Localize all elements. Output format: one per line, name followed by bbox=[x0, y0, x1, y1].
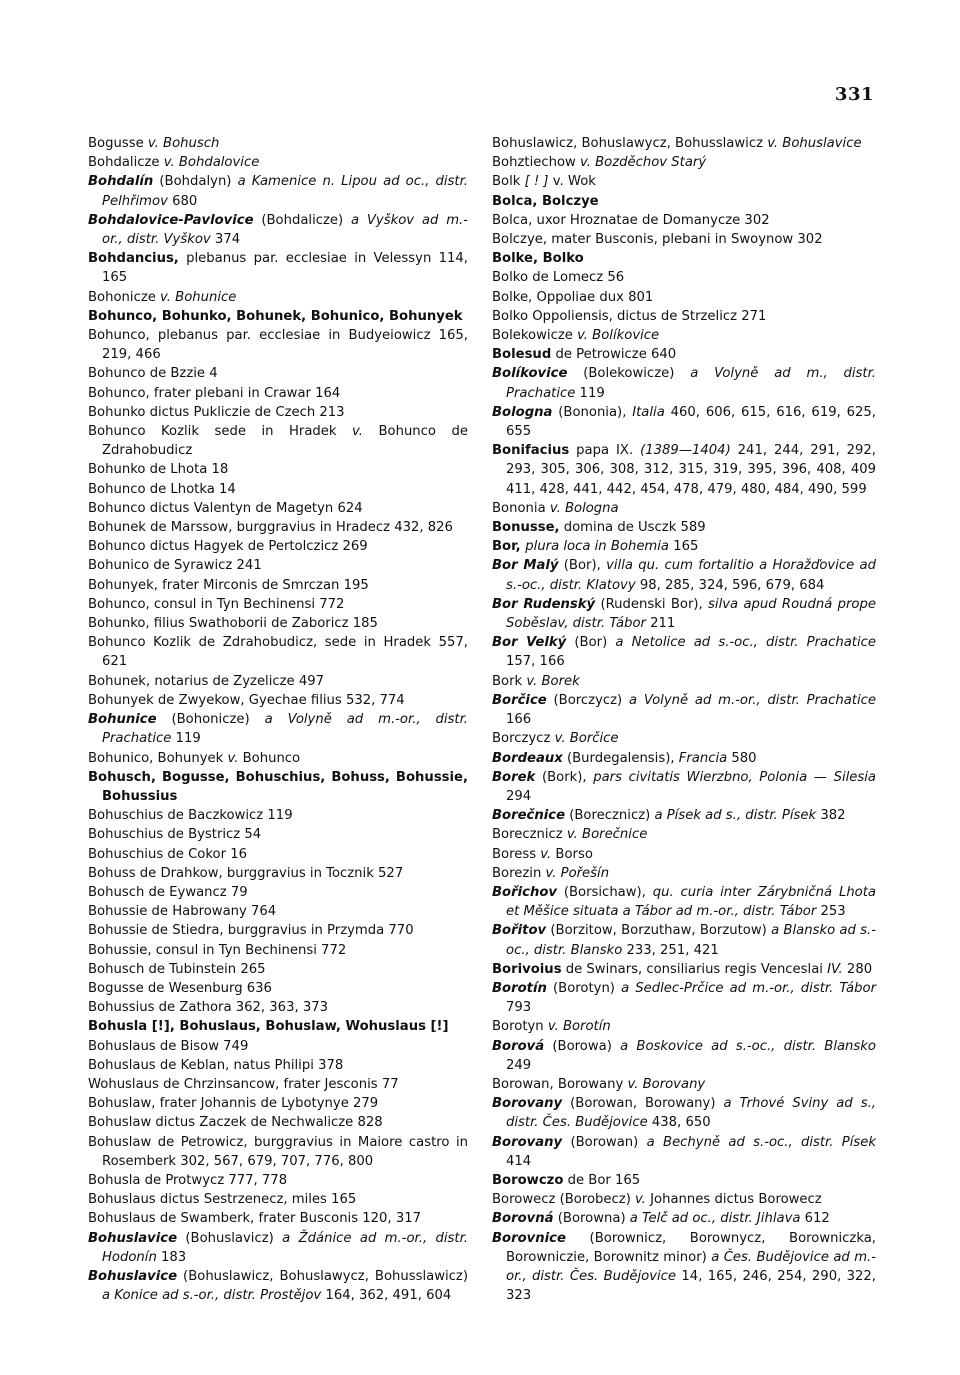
entry-text: Bohztiechow bbox=[492, 155, 580, 171]
entry-text: Bohuslaw dictus Zaczek de Nechwalicze 828 bbox=[88, 1115, 383, 1131]
entry-text: 414 bbox=[506, 1153, 532, 1169]
index-entry bbox=[492, 825, 876, 844]
entry-text: Bolk bbox=[492, 174, 525, 190]
entry-text: Bohdalicze bbox=[88, 155, 164, 171]
entry-text: domina de Usczk 589 bbox=[559, 520, 706, 536]
index-entry bbox=[88, 691, 468, 710]
entry-term: Borowczo bbox=[492, 1172, 564, 1188]
entry-text: 382 bbox=[816, 808, 846, 824]
index-entry bbox=[88, 518, 468, 537]
entry-text: Bohunyek, frater Mirconis de Smrczan 195 bbox=[88, 577, 369, 593]
entry-text: 249 bbox=[506, 1057, 532, 1073]
entry-text: Bohunko, filius Swathoborii de Zaboricz 185 bbox=[88, 616, 378, 632]
entry-text: 98, 285, 324, 596, 679, 684 bbox=[635, 577, 825, 593]
entry-text: Bogusse de Wesenburg 636 bbox=[88, 980, 272, 996]
entry-term: Italia bbox=[632, 404, 665, 420]
entry-term: Bor Rudenský bbox=[492, 596, 596, 612]
entry-term: Bolca, Bolczye bbox=[492, 193, 599, 209]
entry-text: 233, 251, 421 bbox=[622, 942, 719, 958]
index-entry bbox=[88, 153, 468, 172]
entry-text: Bolca, uxor Hroznatae de Domanycze 302 bbox=[492, 212, 770, 228]
entry-text: Bohunco Kozlik de Zdrahobudicz, sede in Hradek 557, 621 bbox=[88, 635, 468, 670]
entry-text: Borowecz (Borobecz) bbox=[492, 1192, 636, 1208]
entry-text: Bohussie, consul in Tyn Bechinensi 772 bbox=[88, 942, 347, 958]
entry-term: a Písek ad s., distr. Písek bbox=[654, 808, 817, 824]
entry-term: a Boskovice ad s.-oc., distr. Blansko bbox=[620, 1038, 876, 1054]
index-column-left bbox=[88, 134, 468, 1305]
index-entry bbox=[88, 921, 468, 940]
entry-text: 294 bbox=[506, 788, 532, 804]
index-entry bbox=[492, 864, 876, 883]
index-entry bbox=[492, 883, 876, 921]
entry-term: a Kamenice n. Lipou ad oc., distr. Pelhřimov bbox=[102, 174, 468, 209]
entry-term: v. Borčice bbox=[554, 731, 619, 747]
entry-text: Borotyn bbox=[492, 1019, 548, 1035]
entry-term: villa qu. cum fortalitio a Horažďovice ad s.-oc., distr. Klatovy bbox=[506, 558, 876, 593]
index-entry bbox=[492, 345, 876, 364]
entry-text: Borso bbox=[551, 846, 593, 862]
index-entry bbox=[88, 537, 468, 556]
entry-text: Bohunek de Marssow, burggravius in Hradecz 432, 826 bbox=[88, 520, 453, 536]
entry-text: 793 bbox=[506, 1000, 532, 1016]
entry-text: 241, 244, 291, 292, 293, 305, 306, 308, 312, 315, 319, 395, 396, 408, 409 411, 428, 441, 442, 454, 478, 479, 480, 484, 490, 599 bbox=[506, 443, 876, 497]
entry-term: v. bbox=[227, 750, 239, 766]
index-entry bbox=[492, 1094, 876, 1132]
entry-text: 280 bbox=[842, 961, 873, 977]
index-entry bbox=[88, 326, 468, 364]
entry-text: 460, 606, 615, 616, 619, 625, 655 bbox=[506, 404, 876, 440]
entry-text: 166 bbox=[506, 712, 532, 728]
index-entry bbox=[492, 249, 876, 268]
entry-text: Bohunco dictus Hagyek de Pertolczicz 269 bbox=[88, 539, 368, 555]
entry-text: (Bohonicze) bbox=[156, 712, 265, 728]
entry-text: Bohuschius de Baczkowicz 119 bbox=[88, 808, 293, 824]
index-entry bbox=[88, 1075, 468, 1094]
index-entry bbox=[88, 1209, 468, 1228]
index-entry bbox=[88, 633, 468, 671]
entry-text: Bogusse bbox=[88, 136, 148, 151]
index-entry bbox=[492, 307, 876, 326]
entry-text: Bohunek, notarius de Zyzelicze 497 bbox=[88, 673, 325, 689]
entry-text: Bohonicze bbox=[88, 289, 161, 305]
index-entry bbox=[88, 1056, 468, 1075]
entry-text: 119 bbox=[575, 385, 605, 401]
index-entry bbox=[88, 979, 468, 998]
index-entry bbox=[492, 845, 876, 864]
entry-text: Bohuslaus de Keblan, natus Philipi 378 bbox=[88, 1057, 344, 1073]
index-entry bbox=[88, 825, 468, 844]
entry-text: (Burdegalensis), bbox=[562, 750, 679, 766]
entry-text: (Bor), bbox=[558, 558, 607, 574]
entry-term: a Volyně ad m.-or., distr. Prachatice bbox=[102, 712, 468, 747]
entry-term: v. Bolíkovice bbox=[577, 328, 660, 344]
entry-text: Bohuslaw de Petrowicz, burggravius in Maiore castro in Rosemberk 302, 567, 679, 707, 776, 800 bbox=[88, 1134, 468, 1169]
entry-term: a Bechyně ad s.-oc., distr. Písek bbox=[646, 1134, 877, 1150]
index-entry bbox=[88, 806, 468, 825]
entry-text: Bolczye, mater Busconis, plebani in Swoynow 302 bbox=[492, 232, 823, 248]
index-entry bbox=[88, 288, 468, 307]
index-entry bbox=[88, 960, 468, 979]
entry-text: papa IX. bbox=[569, 443, 641, 459]
entry-text: (Borownicz, Borownycz, Borowniczka, Borowniczie, Borownitz minor) bbox=[506, 1230, 876, 1265]
index-entry bbox=[88, 998, 468, 1017]
entry-text: Bohunco, plebanus par. ecclesiae in Budyeiowicz 165, 219, 466 bbox=[88, 328, 468, 363]
entry-text: Bohuslaus de Swamberk, frater Busconis 120, 317 bbox=[88, 1211, 422, 1227]
entry-text: Bolke, Oppoliae dux 801 bbox=[492, 289, 654, 305]
entry-text: Bohunico de Syrawicz 241 bbox=[88, 558, 262, 574]
index-entry bbox=[492, 364, 876, 402]
entry-text: 119 bbox=[171, 731, 201, 747]
index-entry bbox=[88, 941, 468, 960]
entry-term: Borečnice bbox=[492, 808, 566, 824]
index-entry bbox=[492, 960, 876, 979]
index-entry bbox=[88, 1190, 468, 1209]
entry-term: Borovany bbox=[492, 1134, 563, 1150]
entry-text: (Bohuslawicz, Bohuslawycz, Bohusslawicz) bbox=[177, 1268, 468, 1284]
entry-term: Borovnice bbox=[492, 1230, 566, 1246]
entry-text: 14, 165, 246, 254, 290, 322, 323 bbox=[506, 1268, 876, 1304]
index-entry bbox=[88, 364, 468, 383]
entry-text: Bohuslaw, frater Johannis de Lybotynye 279 bbox=[88, 1096, 379, 1112]
index-entry bbox=[88, 403, 468, 422]
entry-text: (Borsichaw), bbox=[557, 884, 653, 900]
entry-text: Bohuschius de Bystricz 54 bbox=[88, 827, 262, 843]
index-entry bbox=[492, 749, 876, 768]
entry-text: (Borowan, Borowany) bbox=[562, 1096, 724, 1112]
entry-text: (Borowan) bbox=[562, 1134, 647, 1150]
entry-term: Bohdancius, bbox=[88, 251, 179, 267]
index-entry bbox=[88, 768, 468, 806]
entry-text: 211 bbox=[645, 616, 676, 632]
entry-text: Bohunco dictus Valentyn de Magetyn 624 bbox=[88, 500, 363, 516]
index-entry bbox=[88, 1267, 468, 1305]
entry-text: Bohuslaus de Bisow 749 bbox=[88, 1038, 249, 1054]
entry-term: a Telč ad oc., distr. Jihlava bbox=[629, 1211, 801, 1227]
entry-term: v. Pořešín bbox=[545, 865, 610, 881]
index-entry bbox=[492, 1190, 876, 1209]
index-entry bbox=[492, 499, 876, 518]
index-entry bbox=[88, 1229, 468, 1267]
index-entry bbox=[88, 480, 468, 499]
entry-text: Bohunko de Lhota 18 bbox=[88, 462, 229, 478]
entry-text: Borecznicz bbox=[492, 827, 567, 843]
entry-term: Bohdalín bbox=[88, 174, 154, 190]
entry-term: Bohunice bbox=[88, 712, 157, 728]
index-entry bbox=[492, 403, 876, 441]
entry-term: a Čes. Budějovice ad m.-or., distr. Čes. Budějovice bbox=[506, 1249, 876, 1284]
entry-term: a Konice ad s.-or., distr. Prostějov bbox=[102, 1288, 322, 1304]
entry-text: Borowan, Borowany bbox=[492, 1076, 628, 1092]
entry-term: Borek bbox=[492, 769, 536, 785]
entry-text: Bohunyek de Zwyekow, Gyechae filius 532, 774 bbox=[88, 692, 405, 708]
entry-term: Bohuslavice bbox=[88, 1268, 178, 1284]
index-entry bbox=[88, 384, 468, 403]
page-number: 331 bbox=[834, 84, 874, 105]
entry-text: Bohuss de Drahkow, burggravius in Tocznik 527 bbox=[88, 865, 404, 881]
index-entry bbox=[88, 595, 468, 614]
entry-text: Bohunco de Bzzie 4 bbox=[88, 366, 218, 382]
entry-text: Johannes dictus Borowecz bbox=[645, 1192, 822, 1208]
index-entry bbox=[88, 499, 468, 518]
entry-text: Bohussie de Habrowany 764 bbox=[88, 904, 277, 920]
entry-term: Borčice bbox=[492, 692, 547, 708]
entry-text: de Petrowicze 640 bbox=[551, 347, 677, 363]
entry-term: Borivoius bbox=[492, 961, 562, 977]
index-entry bbox=[88, 845, 468, 864]
entry-text: (Borowa) bbox=[544, 1038, 621, 1054]
entry-term: a Vyškov ad m.-or., distr. Vyškov bbox=[102, 212, 468, 248]
index-entry bbox=[492, 1229, 876, 1306]
entry-text: Bohunco bbox=[238, 750, 301, 766]
index-entry bbox=[88, 172, 468, 210]
entry-text: Bohussie de Stiedra, burggravius in Przymda 770 bbox=[88, 923, 414, 939]
entry-text: Bolekowicze bbox=[492, 328, 578, 344]
index-entry bbox=[88, 211, 468, 249]
entry-text: Bolko Oppoliensis, dictus de Strzelicz 271 bbox=[492, 308, 767, 324]
entry-term: v. Borek bbox=[526, 673, 580, 689]
entry-term: Bohusla [!], Bohuslaus, Bohuslaw, Wohuslaus [!] bbox=[88, 1019, 449, 1035]
index-entry bbox=[492, 729, 876, 748]
entry-text: (Bohuslavicz) bbox=[177, 1230, 283, 1246]
entry-term: v. Borečnice bbox=[566, 827, 648, 843]
entry-term: qu. curia inter Zárybničná Lhota et Měšice situata a Tábor ad m.-or., distr. Tábor bbox=[506, 884, 876, 920]
entry-text: Bohunco Kozlik sede in Hradek bbox=[88, 424, 353, 440]
index-entry bbox=[492, 691, 876, 729]
entry-term: Francia bbox=[678, 750, 728, 766]
index-entry bbox=[88, 307, 468, 326]
entry-term: v. Bohusch bbox=[147, 136, 220, 151]
index-entry bbox=[492, 921, 876, 959]
entry-text: Bohunico, Bohunyek bbox=[88, 750, 228, 766]
entry-text: Bohussius de Zathora 362, 363, 373 bbox=[88, 1000, 329, 1016]
entry-text: (Borotyn) bbox=[546, 980, 622, 996]
entry-text: Bohusch de Tubinstein 265 bbox=[88, 961, 266, 977]
entry-text: 165 bbox=[669, 539, 699, 555]
entry-term: Borovná bbox=[492, 1211, 554, 1227]
entry-term: Bořichov bbox=[492, 884, 557, 900]
entry-term: v. bbox=[540, 846, 552, 862]
entry-text: (Borczycz) bbox=[546, 692, 629, 708]
entry-term: Bolíkovice bbox=[492, 366, 568, 382]
entry-term: silva apud Roudná prope Soběslav, distr. Tábor bbox=[506, 596, 876, 632]
entry-term: Bor Velký bbox=[492, 635, 567, 651]
index-entry bbox=[492, 172, 876, 191]
entry-text: Bohunko dictus Pukliczie de Czech 213 bbox=[88, 404, 345, 420]
entry-text: (Borzitow, Borzuthaw, Borzutow) bbox=[546, 923, 772, 939]
entry-term: Bohdalovice-Pavlovice bbox=[88, 212, 254, 228]
entry-term: Bordeaux bbox=[492, 750, 563, 766]
entry-text: (Borowna) bbox=[553, 1211, 630, 1227]
index-entry bbox=[88, 422, 468, 460]
entry-text: de Swinars, consiliarius regis Venceslai bbox=[561, 961, 828, 977]
entry-term: Bonusse, bbox=[492, 520, 560, 536]
entry-text: (Bohdalyn) bbox=[153, 174, 238, 190]
entry-text: Bohunco, frater plebani in Crawar 164 bbox=[88, 385, 341, 401]
index-entry bbox=[88, 1171, 468, 1190]
index-entry bbox=[492, 633, 876, 671]
index-entry bbox=[492, 134, 876, 153]
entry-term: a Volyně ad m.-or., distr. Prachatice bbox=[628, 692, 876, 708]
index-entry bbox=[88, 249, 468, 287]
entry-text: (Rudenski Bor), bbox=[595, 596, 709, 612]
entry-term: Bonifacius bbox=[492, 443, 570, 459]
index-entry bbox=[88, 1113, 468, 1132]
entry-text: (Bononia), bbox=[552, 404, 633, 420]
index-entry bbox=[492, 768, 876, 806]
entry-term: a Blansko ad s.-oc., distr. Blansko bbox=[506, 923, 876, 958]
entry-text: Bohunco de Zdrahobudicz bbox=[102, 424, 468, 459]
entry-term: v. Bohunice bbox=[160, 289, 237, 305]
entry-text: 612 bbox=[800, 1211, 830, 1227]
index-column-right bbox=[492, 134, 876, 1305]
entry-text: Bohuschius de Cokor 16 bbox=[88, 846, 247, 862]
entry-term: (1389—1404) bbox=[640, 443, 731, 459]
index-entry bbox=[492, 979, 876, 1017]
index-entry bbox=[492, 211, 876, 230]
index-entry bbox=[88, 902, 468, 921]
entry-term: pars civitatis Wierzbno, Polonia — Silesia bbox=[593, 769, 876, 785]
index-entry bbox=[88, 883, 468, 902]
entry-text: (Bolekowicze) bbox=[567, 366, 691, 382]
entry-term: Borotín bbox=[492, 980, 547, 996]
entry-text: Borczycz bbox=[492, 731, 555, 747]
entry-text: Borezin bbox=[492, 865, 546, 881]
index-entry bbox=[88, 749, 468, 768]
entry-text: 438, 650 bbox=[647, 1115, 711, 1131]
entry-term: Borovany bbox=[492, 1096, 563, 1112]
entry-term: IV. bbox=[827, 961, 843, 977]
entry-text: 164, 362, 491, 604 bbox=[321, 1288, 452, 1304]
entry-term: plura loca in Bohemia bbox=[525, 539, 670, 555]
entry-text: Bohuslawicz, Bohuslawycz, Bohusslawicz bbox=[492, 136, 768, 151]
index-entry bbox=[88, 1094, 468, 1113]
index-entry bbox=[88, 1037, 468, 1056]
entry-text: Wohuslaus de Chrzinsancow, frater Jesconis 77 bbox=[88, 1076, 399, 1092]
entry-text: Bohusla de Protwycz 777, 778 bbox=[88, 1172, 288, 1188]
index-entry bbox=[88, 134, 468, 153]
entry-text: Bononia bbox=[492, 500, 550, 516]
entry-text: de Bor 165 bbox=[563, 1172, 641, 1188]
entry-text: 157, 166 bbox=[506, 654, 565, 670]
entry-text: Bohusch de Eywancz 79 bbox=[88, 884, 248, 900]
index-entry bbox=[492, 192, 876, 211]
entry-text: (Borecznicz) bbox=[565, 808, 655, 824]
entry-term: a Sedlec-Prčice ad m.-or., distr. Tábor bbox=[621, 980, 876, 996]
entry-term: a Volyně ad m., distr. Prachatice bbox=[506, 366, 876, 401]
entry-term: Bor, bbox=[492, 539, 526, 555]
entry-term: v. Bohdalovice bbox=[163, 155, 260, 171]
entry-term: Bor Malý bbox=[492, 558, 559, 574]
entry-term: v. Bologna bbox=[549, 500, 619, 516]
entry-text: 183 bbox=[156, 1249, 187, 1265]
entry-text: Bolko de Lomecz 56 bbox=[492, 270, 625, 286]
entry-term: [ ! ] bbox=[524, 174, 549, 190]
index-entry bbox=[88, 576, 468, 595]
entry-term: Bohusch, Bogusse, Bohuschius, Bohuss, Bohussie, Bohussius bbox=[88, 769, 468, 804]
entry-text: 680 bbox=[167, 193, 198, 209]
entry-term: Bohunco, Bohunko, Bohunek, Bohunico, Bohunyek bbox=[88, 308, 463, 324]
index-entry bbox=[492, 1017, 876, 1036]
index-entry bbox=[492, 518, 876, 537]
index-entry bbox=[492, 326, 876, 345]
index-entry bbox=[492, 672, 876, 691]
entry-term: Borová bbox=[492, 1038, 545, 1054]
index-entry bbox=[88, 710, 468, 748]
entry-text: 253 bbox=[816, 904, 846, 920]
entry-text: (Bor) bbox=[566, 635, 616, 651]
index-entry bbox=[492, 1075, 876, 1094]
entry-term: Bolesud bbox=[492, 347, 552, 363]
entry-term: v. Borovany bbox=[627, 1076, 706, 1092]
index-entry bbox=[88, 672, 468, 691]
index-entry bbox=[492, 1133, 876, 1171]
entry-term: a Ždánice ad m.-or., distr. Hodonín bbox=[102, 1230, 468, 1265]
index-entry bbox=[492, 153, 876, 172]
index-entry bbox=[88, 1133, 468, 1171]
index-entry bbox=[492, 268, 876, 287]
entry-term: v. bbox=[352, 424, 363, 440]
index-entry bbox=[492, 1037, 876, 1075]
entry-text: 374 bbox=[210, 232, 241, 248]
index-entry bbox=[88, 460, 468, 479]
index-entry bbox=[492, 1209, 876, 1228]
index-entry bbox=[492, 288, 876, 307]
entry-term: v. bbox=[635, 1192, 646, 1208]
index-entry bbox=[492, 441, 876, 499]
entry-term: a Trhové Sviny ad s., distr. Čes. Budějovice bbox=[506, 1096, 876, 1131]
index-entry bbox=[88, 864, 468, 883]
entry-term: v. Bozděchov Starý bbox=[580, 155, 707, 171]
entry-term: v. Borotín bbox=[547, 1019, 611, 1035]
index-entry bbox=[492, 1171, 876, 1190]
entry-text: (Bork), bbox=[535, 769, 594, 785]
entry-term: a Netolice ad s.-oc., distr. Prachatice bbox=[615, 635, 876, 651]
entry-term: Bologna bbox=[492, 404, 553, 420]
entry-text: Bohunco de Lhotka 14 bbox=[88, 481, 236, 497]
entry-text: 580 bbox=[727, 750, 757, 766]
index-entry bbox=[492, 595, 876, 633]
entry-term: v. Bohuslavice bbox=[767, 136, 862, 151]
index-entry bbox=[492, 556, 876, 594]
entry-text: Bohuslaus dictus Sestrzenecz, miles 165 bbox=[88, 1192, 357, 1208]
index-entry bbox=[88, 1017, 468, 1036]
entry-term: Bolke, Bolko bbox=[492, 251, 584, 267]
entry-term: Bohuslavice bbox=[88, 1230, 178, 1246]
entry-text: Bohunco, consul in Tyn Bechinensi 772 bbox=[88, 596, 345, 612]
entry-text: Bork bbox=[492, 673, 527, 689]
entry-text: Boress bbox=[492, 846, 541, 862]
index-entry bbox=[88, 614, 468, 633]
entry-text: v. Wok bbox=[548, 174, 596, 190]
entry-text: plebanus par. ecclesiae in Velessyn 114, 165 bbox=[102, 251, 468, 286]
entry-text: (Bohdalicze) bbox=[253, 212, 352, 228]
entry-term: Bořitov bbox=[492, 923, 547, 939]
index-entry bbox=[492, 537, 876, 556]
index-entry bbox=[492, 806, 876, 825]
index-entry bbox=[88, 556, 468, 575]
index-entry bbox=[492, 230, 876, 249]
